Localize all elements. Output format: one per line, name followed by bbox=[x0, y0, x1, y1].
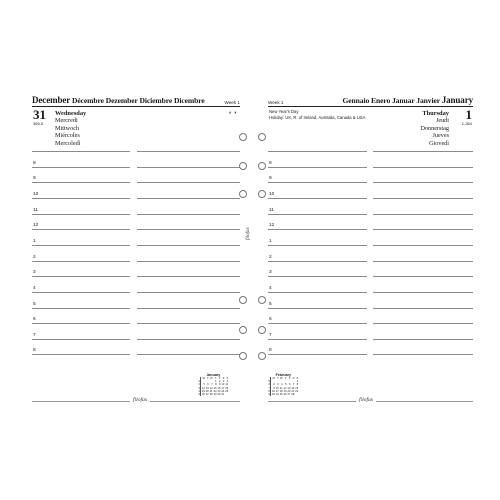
hour-line bbox=[268, 308, 367, 309]
calendar-cell: M bbox=[202, 377, 205, 380]
calendar-cell: 2 bbox=[218, 380, 221, 384]
calendar-cell: 16 bbox=[217, 386, 221, 390]
calendar-cell: T bbox=[284, 377, 287, 380]
calendar-cell: 11 bbox=[279, 386, 283, 390]
hour-line bbox=[137, 245, 240, 246]
calendar-cell: T bbox=[214, 377, 217, 380]
hour-label: 2 bbox=[269, 254, 272, 260]
right-day-of-year: 1-364 bbox=[461, 121, 472, 126]
calendar-cell: 30 bbox=[217, 393, 221, 397]
hour-label: 3 bbox=[33, 270, 36, 276]
calendar-cell: 23 bbox=[271, 393, 275, 397]
hour-line bbox=[32, 245, 130, 246]
calendar-cell: 18 bbox=[225, 386, 229, 390]
hour-line bbox=[268, 245, 367, 246]
binder-hole bbox=[239, 326, 247, 334]
hour-label: 10 bbox=[269, 191, 275, 197]
right-date-number: 1 bbox=[465, 107, 472, 122]
hour-line bbox=[268, 339, 367, 340]
calendar-cell: 6 bbox=[288, 383, 291, 387]
mini-calendar-row bbox=[268, 393, 299, 396]
calendar-cell: 10 bbox=[221, 383, 225, 387]
hour-line bbox=[373, 308, 473, 309]
calendar-cell: 4 bbox=[226, 380, 229, 384]
hour-label: 8 bbox=[33, 348, 36, 354]
hour-label: 8 bbox=[269, 160, 272, 166]
mini-calendar-title: February bbox=[275, 373, 292, 377]
mini-calendar-title: January bbox=[206, 373, 221, 377]
calendar-cell: 14 bbox=[209, 386, 213, 390]
hour-line bbox=[32, 339, 130, 340]
mini-calendar-grid bbox=[268, 377, 299, 396]
hour-line bbox=[373, 245, 473, 246]
calendar-cell: 6 bbox=[207, 383, 209, 387]
hour-line bbox=[137, 308, 240, 309]
calendar-cell: T bbox=[207, 377, 209, 380]
hour-label: 2 bbox=[33, 254, 36, 260]
calendar-cell: 10 bbox=[275, 386, 279, 390]
calendar-cell: 23 bbox=[217, 389, 221, 393]
calendar-cell: 13 bbox=[287, 386, 291, 390]
calendar-cell: 7 bbox=[211, 383, 213, 387]
hour-line bbox=[137, 354, 240, 355]
binder-hole bbox=[258, 162, 266, 170]
hour-label: 5 bbox=[269, 301, 272, 307]
calendar-cell: M bbox=[272, 377, 275, 380]
hour-line bbox=[373, 354, 473, 355]
week-number-cell: 8 bbox=[268, 389, 270, 393]
hour-label: 10 bbox=[33, 191, 39, 197]
hour-line bbox=[268, 214, 367, 215]
binder-hole bbox=[239, 190, 247, 198]
calendar-cell: 4 bbox=[281, 383, 283, 387]
hour-label: 11 bbox=[269, 207, 274, 213]
binder-hole bbox=[258, 326, 266, 334]
calendar-cell: 9 bbox=[273, 386, 275, 390]
calendar-cell: 21 bbox=[291, 389, 295, 393]
hour-line bbox=[32, 308, 130, 309]
calendar-cell: 5 bbox=[285, 383, 287, 387]
left-month-title: December Décembre Dezember Diciembre Dicembre bbox=[32, 95, 205, 105]
calendar-cell: S bbox=[226, 377, 229, 380]
binder-hole bbox=[239, 133, 247, 141]
binder-hole bbox=[258, 296, 266, 304]
hour-label: 1 bbox=[33, 238, 36, 244]
hour-line bbox=[32, 214, 130, 215]
calendar-cell: 26 bbox=[283, 393, 287, 397]
calendar-cell: 19 bbox=[283, 389, 287, 393]
calendar-cell: S bbox=[296, 377, 299, 380]
hour-line bbox=[137, 339, 240, 340]
mini-calendar-grid bbox=[198, 377, 229, 396]
mini-calendar-january bbox=[198, 373, 229, 396]
hour-line bbox=[373, 167, 473, 168]
hour-line bbox=[32, 229, 130, 230]
hour-label: 7 bbox=[33, 332, 36, 338]
calendar-cell: W bbox=[210, 377, 213, 380]
hour-label: 6 bbox=[33, 317, 36, 323]
mini-calendar-february bbox=[268, 373, 299, 396]
calendar-cell: 17 bbox=[275, 389, 279, 393]
calendar-cell: 19 bbox=[201, 389, 205, 393]
hour-line bbox=[373, 229, 473, 230]
week-number-cell: 4 bbox=[198, 389, 200, 393]
calendar-cell: 3 bbox=[222, 380, 225, 384]
calendar-cell: 12 bbox=[201, 386, 205, 390]
right-month-title: Gennaio Enero Januar Janvier January bbox=[342, 95, 473, 105]
calendar-cell: S bbox=[292, 377, 295, 380]
hour-line bbox=[32, 167, 130, 168]
hour-line bbox=[373, 198, 473, 199]
hour-line bbox=[373, 276, 473, 277]
hour-line bbox=[268, 276, 367, 277]
hour-line bbox=[32, 292, 130, 293]
calendar-cell: 1 bbox=[215, 380, 217, 384]
calendar-cell: 31 bbox=[221, 393, 225, 397]
calendar-cell: 8 bbox=[296, 383, 299, 387]
hour-line bbox=[137, 292, 240, 293]
calendar-cell: 15 bbox=[213, 386, 217, 390]
hour-line bbox=[268, 167, 367, 168]
hour-line bbox=[373, 261, 473, 262]
hour-line bbox=[268, 261, 367, 262]
hour-line bbox=[32, 182, 130, 183]
binder-hole bbox=[258, 133, 266, 141]
week-number-cell: 5 bbox=[198, 393, 200, 397]
spine-brand-logo: filofax bbox=[246, 227, 251, 240]
calendar-cell: S bbox=[222, 377, 225, 380]
calendar-cell: 25 bbox=[279, 393, 283, 397]
calendar-cell: 15 bbox=[295, 386, 299, 390]
hour-line bbox=[137, 323, 240, 324]
calendar-cell: 5 bbox=[203, 383, 205, 387]
calendar-cell bbox=[225, 393, 229, 396]
hour-label: 12 bbox=[269, 223, 275, 229]
hour-line bbox=[268, 323, 367, 324]
calendar-cell: 18 bbox=[279, 389, 283, 393]
right-day-translations: Jeudi Donnerstag Jueves Giovedì bbox=[420, 117, 449, 147]
hour-line bbox=[137, 182, 240, 183]
hour-label: 4 bbox=[33, 285, 36, 291]
mini-calendar-row bbox=[198, 393, 229, 396]
hour-line bbox=[373, 182, 473, 183]
binder-hole bbox=[239, 352, 247, 360]
calendar-cell: 28 bbox=[291, 393, 295, 397]
calendar-cell: 17 bbox=[221, 386, 225, 390]
hour-label: 8 bbox=[33, 160, 36, 166]
holiday-note: New Year's Day Holiday: UK, R. of Ireland, Australia, Canada & USA bbox=[269, 109, 366, 120]
hour-line bbox=[137, 151, 240, 152]
hour-line bbox=[373, 151, 473, 152]
hour-label: 11 bbox=[33, 207, 38, 213]
hour-line bbox=[32, 151, 130, 152]
calendar-cell: 16 bbox=[271, 389, 275, 393]
right-day-name: Thursday bbox=[422, 110, 449, 117]
binder-hole bbox=[239, 162, 247, 170]
calendar-cell: 25 bbox=[225, 389, 229, 393]
hour-line bbox=[268, 354, 367, 355]
left-page-header bbox=[32, 96, 240, 107]
calendar-cell: 20 bbox=[287, 389, 291, 393]
right-week-label: Week 1 bbox=[268, 100, 284, 105]
calendar-cell: 27 bbox=[205, 393, 209, 397]
hour-line bbox=[373, 339, 473, 340]
hour-line bbox=[268, 182, 367, 183]
week-number-cell: 3 bbox=[198, 386, 200, 390]
hour-label: 4 bbox=[269, 285, 272, 291]
hour-line bbox=[32, 323, 130, 324]
left-date-number: 31 bbox=[33, 107, 46, 122]
calendar-cell: 1 bbox=[296, 380, 299, 384]
calendar-cell: 13 bbox=[205, 386, 209, 390]
hour-line bbox=[32, 198, 130, 199]
right-footer-brand: filofax bbox=[356, 397, 376, 403]
hour-label: 5 bbox=[33, 301, 36, 307]
hour-line bbox=[268, 151, 367, 152]
calendar-cell: 24 bbox=[275, 393, 279, 397]
hour-line bbox=[32, 261, 130, 262]
week-number-cell: 9 bbox=[268, 393, 270, 397]
calendar-cell bbox=[295, 393, 299, 396]
hour-line bbox=[137, 214, 240, 215]
calendar-cell: 12 bbox=[283, 386, 287, 390]
hour-line bbox=[137, 261, 240, 262]
hour-label: 1 bbox=[269, 238, 272, 244]
calendar-cell: 26 bbox=[201, 393, 205, 397]
binder-hole bbox=[258, 190, 266, 198]
hour-line bbox=[268, 229, 367, 230]
calendar-cell: 24 bbox=[221, 389, 225, 393]
calendar-cell: 2 bbox=[273, 383, 275, 387]
hour-line bbox=[268, 198, 367, 199]
hour-line bbox=[373, 214, 473, 215]
hour-line bbox=[137, 229, 240, 230]
calendar-cell: 22 bbox=[295, 389, 299, 393]
hour-label: 7 bbox=[269, 332, 272, 338]
hour-label: 3 bbox=[269, 270, 272, 276]
left-day-name: Wednesday bbox=[55, 110, 87, 117]
calendar-cell: F bbox=[218, 377, 221, 380]
hour-line bbox=[268, 292, 367, 293]
left-day-translations: Mercredi Mittwoch Miércoles Mercoledì bbox=[55, 117, 81, 147]
right-page-header bbox=[268, 96, 473, 107]
week-number-cell: 5 bbox=[268, 380, 270, 384]
calendar-cell: 14 bbox=[291, 386, 295, 390]
calendar-cell: 11 bbox=[225, 383, 229, 387]
week-number-cell: 6 bbox=[268, 383, 270, 387]
calendar-cell: W bbox=[280, 377, 283, 380]
hour-label: 8 bbox=[269, 348, 272, 354]
hour-label: 9 bbox=[269, 176, 272, 182]
hour-line bbox=[137, 167, 240, 168]
calendar-cell: 8 bbox=[215, 383, 217, 387]
calendar-cell: 20 bbox=[205, 389, 209, 393]
hour-line bbox=[32, 354, 130, 355]
calendar-cell: T bbox=[277, 377, 279, 380]
hour-label: 6 bbox=[269, 317, 272, 323]
week-number-cell: 1 bbox=[198, 380, 200, 384]
binder-hole bbox=[258, 352, 266, 360]
calendar-cell: 29 bbox=[213, 393, 217, 397]
hour-label: 9 bbox=[33, 176, 36, 182]
calendar-cell: 28 bbox=[209, 393, 213, 397]
left-footer-brand: filofax bbox=[130, 397, 150, 403]
hour-label: 12 bbox=[33, 223, 39, 229]
calendar-cell: 7 bbox=[292, 383, 295, 387]
calendar-cell: 3 bbox=[277, 383, 279, 387]
calendar-cell: 21 bbox=[209, 389, 213, 393]
hour-line bbox=[137, 198, 240, 199]
binder-hole bbox=[239, 296, 247, 304]
week-number-cell: 2 bbox=[198, 383, 200, 387]
calendar-cell: 22 bbox=[213, 389, 217, 393]
hour-line bbox=[32, 276, 130, 277]
left-day-of-year: 366-0 bbox=[33, 121, 44, 126]
calendar-cell: 27 bbox=[287, 393, 291, 397]
hour-line bbox=[373, 323, 473, 324]
left-week-label: Week 1 bbox=[224, 100, 240, 105]
week-number-cell: 7 bbox=[268, 386, 270, 390]
moon-phase-icon: ◐ ◑ bbox=[229, 110, 237, 116]
calendar-cell: 9 bbox=[218, 383, 221, 387]
hour-line bbox=[373, 292, 473, 293]
hour-line bbox=[137, 276, 240, 277]
calendar-cell: F bbox=[288, 377, 291, 380]
